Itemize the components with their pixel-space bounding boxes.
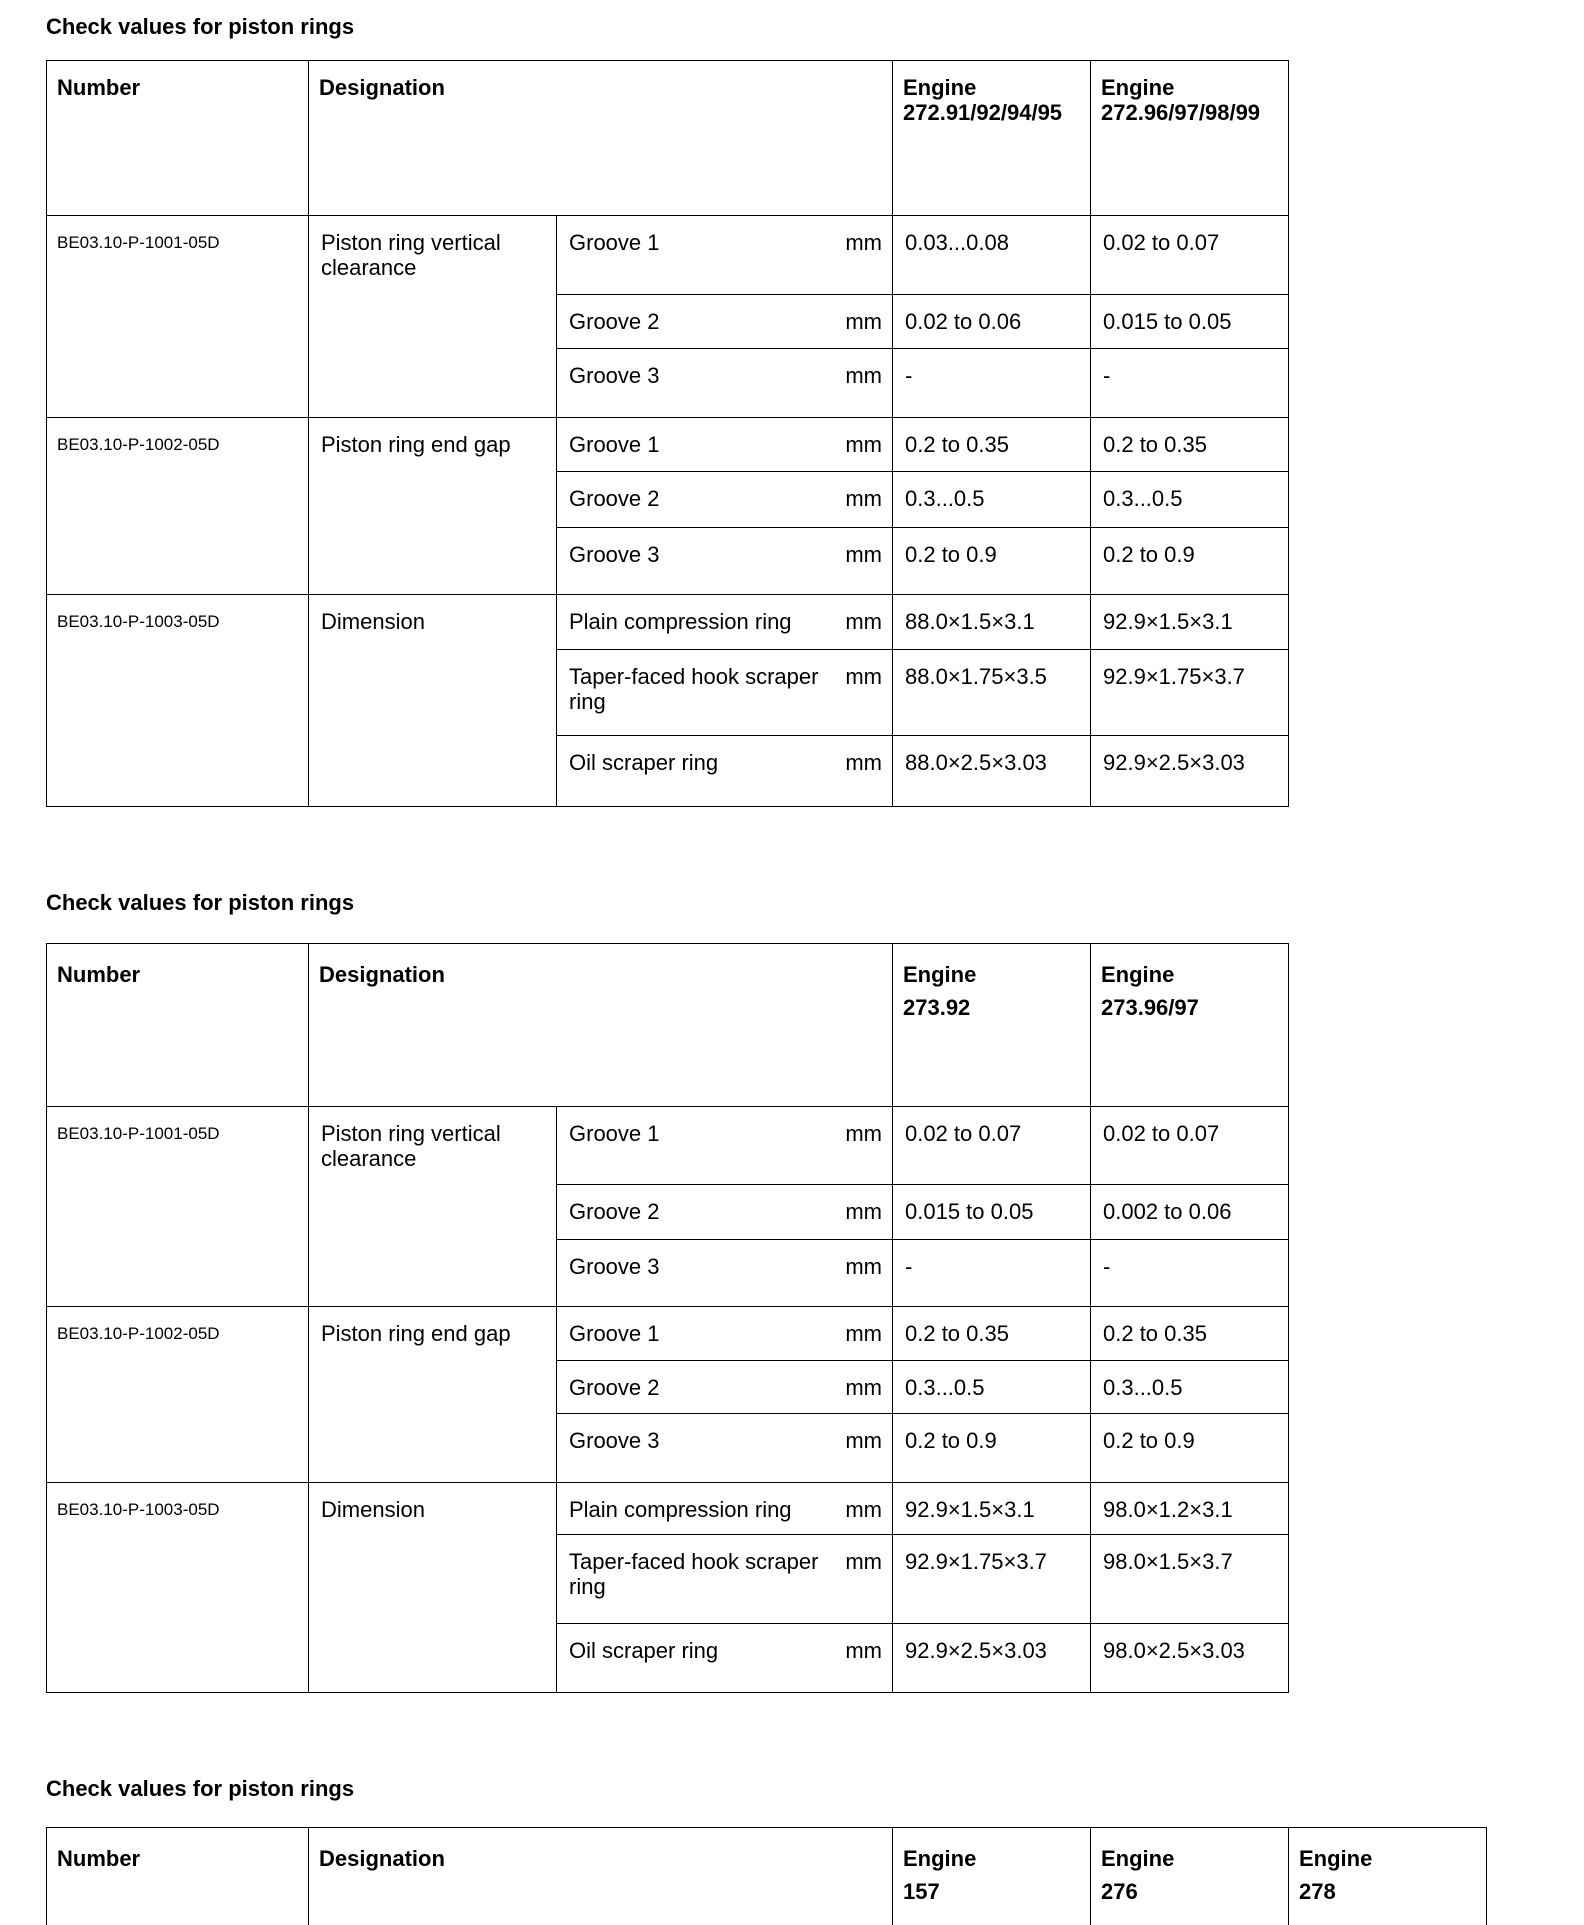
value-cell: 92.9×2.5×3.03 [893, 1624, 1091, 1693]
value-cell: 0.02 to 0.07 [1091, 216, 1289, 295]
number-header: Number [47, 1828, 309, 1925]
sub-designation: Groove 3 [557, 528, 843, 595]
number-header: Number [47, 944, 309, 1107]
value-cell: 98.0×2.5×3.03 [1091, 1624, 1289, 1693]
table-row [47, 595, 1289, 650]
unit: mm [843, 1307, 893, 1361]
designation-header: Designation [309, 1828, 893, 1925]
designation: Dimension [309, 595, 557, 807]
designation: Piston ring end gap [309, 1307, 557, 1483]
engine-model: 276 [1101, 1879, 1138, 1904]
part-number: BE03.10-P-1002-05D [47, 418, 309, 595]
part-number: BE03.10-P-1001-05D [47, 1107, 309, 1307]
designation-header: Designation [309, 61, 893, 216]
piston-rings-table-3 [46, 1827, 1487, 1925]
sub-designation: Groove 3 [557, 349, 843, 418]
piston-rings-table-1 [46, 60, 1289, 807]
part-number: BE03.10-P-1003-05D [47, 595, 309, 807]
engine-model: 278 [1299, 1879, 1336, 1904]
unit: mm [843, 595, 893, 650]
sub-designation: Oil scraper ring [557, 736, 843, 807]
value-cell: 0.2 to 0.35 [893, 1307, 1091, 1361]
engine-label: Engine [1299, 1846, 1373, 1871]
unit: mm [843, 1414, 893, 1483]
unit: mm [843, 216, 893, 295]
value-cell: - [893, 349, 1091, 418]
designation: Dimension [309, 1483, 557, 1693]
value-cell: 98.0×1.5×3.7 [1091, 1535, 1289, 1624]
unit: mm [843, 1185, 893, 1240]
sub-designation: Oil scraper ring [557, 1624, 843, 1693]
value-cell: 0.02 to 0.06 [893, 295, 1091, 349]
header-row [47, 1828, 1487, 1925]
sub-designation: Plain compression ring [557, 1483, 843, 1535]
engine-label: Engine [1101, 1846, 1175, 1871]
sub-designation: Groove 3 [557, 1414, 843, 1483]
value-cell: 0.03...0.08 [893, 216, 1091, 295]
engine-header [1289, 1828, 1487, 1925]
table-1-title: Check values for piston rings [46, 14, 355, 39]
engine-label: Engine [903, 962, 977, 987]
engine-header [893, 1828, 1091, 1925]
designation: Piston ring vertical clearance [309, 216, 557, 418]
unit: mm [843, 418, 893, 472]
sub-designation: Groove 2 [557, 472, 843, 528]
table-row [47, 418, 1289, 472]
part-number: BE03.10-P-1002-05D [47, 1307, 309, 1483]
value-cell: 98.0×1.2×3.1 [1091, 1483, 1289, 1535]
engine-model: 272.96/97/98/99 [1101, 100, 1261, 125]
value-cell: 88.0×1.75×3.5 [893, 650, 1091, 736]
engine-model: 157 [903, 1879, 940, 1904]
unit: mm [843, 295, 893, 349]
value-cell: 0.015 to 0.05 [893, 1185, 1091, 1240]
table-row [47, 216, 1289, 295]
value-cell: - [1091, 349, 1289, 418]
unit: mm [843, 528, 893, 595]
designation-header: Designation [309, 944, 893, 1107]
header-row [47, 944, 1289, 1107]
engine-label: Engine [1101, 962, 1175, 987]
engine-model: 273.96/97 [1101, 995, 1199, 1020]
designation: Piston ring vertical clearance [309, 1107, 557, 1307]
value-cell: 92.9×1.75×3.7 [893, 1535, 1091, 1624]
table-3-title: Check values for piston rings [46, 1776, 355, 1801]
table-row [47, 1307, 1289, 1361]
sub-designation: Groove 1 [557, 216, 843, 295]
value-cell: 0.3...0.5 [893, 472, 1091, 528]
engine-header [1091, 944, 1289, 1107]
value-cell: 0.3...0.5 [1091, 472, 1289, 528]
engine-label: Engine [903, 75, 977, 100]
header-row [47, 61, 1289, 216]
value-cell: 0.02 to 0.07 [1091, 1107, 1289, 1185]
engine-header [893, 944, 1091, 1107]
value-cell: 0.2 to 0.9 [893, 528, 1091, 595]
sub-designation: Groove 1 [557, 1107, 843, 1185]
unit: mm [843, 736, 893, 807]
value-cell: 0.2 to 0.9 [1091, 1414, 1289, 1483]
unit: mm [843, 650, 893, 736]
value-cell: 0.2 to 0.35 [1091, 418, 1289, 472]
unit: mm [843, 349, 893, 418]
value-cell: 92.9×1.5×3.1 [893, 1483, 1091, 1535]
value-cell: 88.0×1.5×3.1 [893, 595, 1091, 650]
part-number: BE03.10-P-1001-05D [47, 216, 309, 418]
value-cell: 92.9×1.5×3.1 [1091, 595, 1289, 650]
engine-header [893, 61, 1091, 216]
table-row [47, 1483, 1289, 1535]
value-cell: 0.3...0.5 [893, 1361, 1091, 1414]
value-cell: 0.3...0.5 [1091, 1361, 1289, 1414]
designation: Piston ring end gap [309, 418, 557, 595]
unit: mm [843, 1535, 893, 1624]
unit: mm [843, 472, 893, 528]
value-cell: - [1091, 1240, 1289, 1307]
value-cell: - [893, 1240, 1091, 1307]
value-cell: 0.002 to 0.06 [1091, 1185, 1289, 1240]
unit: mm [843, 1107, 893, 1185]
table-2-title: Check values for piston rings [46, 890, 355, 915]
value-cell: 92.9×1.75×3.7 [1091, 650, 1289, 736]
part-number: BE03.10-P-1003-05D [47, 1483, 309, 1693]
unit: mm [843, 1624, 893, 1693]
engine-header [1091, 61, 1289, 216]
sub-designation: Groove 3 [557, 1240, 843, 1307]
sub-designation: Groove 1 [557, 1307, 843, 1361]
value-cell: 0.015 to 0.05 [1091, 295, 1289, 349]
piston-rings-table-2 [46, 943, 1289, 1693]
engine-model: 273.92 [903, 995, 971, 1020]
value-cell: 0.2 to 0.9 [1091, 528, 1289, 595]
value-cell: 0.2 to 0.35 [893, 418, 1091, 472]
unit: mm [843, 1361, 893, 1414]
value-cell: 0.02 to 0.07 [893, 1107, 1091, 1185]
value-cell: 88.0×2.5×3.03 [893, 736, 1091, 807]
engine-header [1091, 1828, 1289, 1925]
table-row [47, 1107, 1289, 1185]
value-cell: 92.9×2.5×3.03 [1091, 736, 1289, 807]
sub-designation: Groove 2 [557, 1361, 843, 1414]
unit: mm [843, 1240, 893, 1307]
sub-designation: Groove 2 [557, 295, 843, 349]
sub-designation: Taper-faced hook scraper ring [557, 1535, 843, 1624]
sub-designation: Plain compression ring [557, 595, 843, 650]
sub-designation: Groove 2 [557, 1185, 843, 1240]
engine-model: 272.91/92/94/95 [903, 100, 1063, 125]
sub-designation: Groove 1 [557, 418, 843, 472]
engine-label: Engine [903, 1846, 977, 1871]
unit: mm [843, 1483, 893, 1535]
value-cell: 0.2 to 0.9 [893, 1414, 1091, 1483]
value-cell: 0.2 to 0.35 [1091, 1307, 1289, 1361]
number-header: Number [47, 61, 309, 216]
sub-designation: Taper-faced hook scraper ring [557, 650, 843, 736]
engine-label: Engine [1101, 75, 1175, 100]
